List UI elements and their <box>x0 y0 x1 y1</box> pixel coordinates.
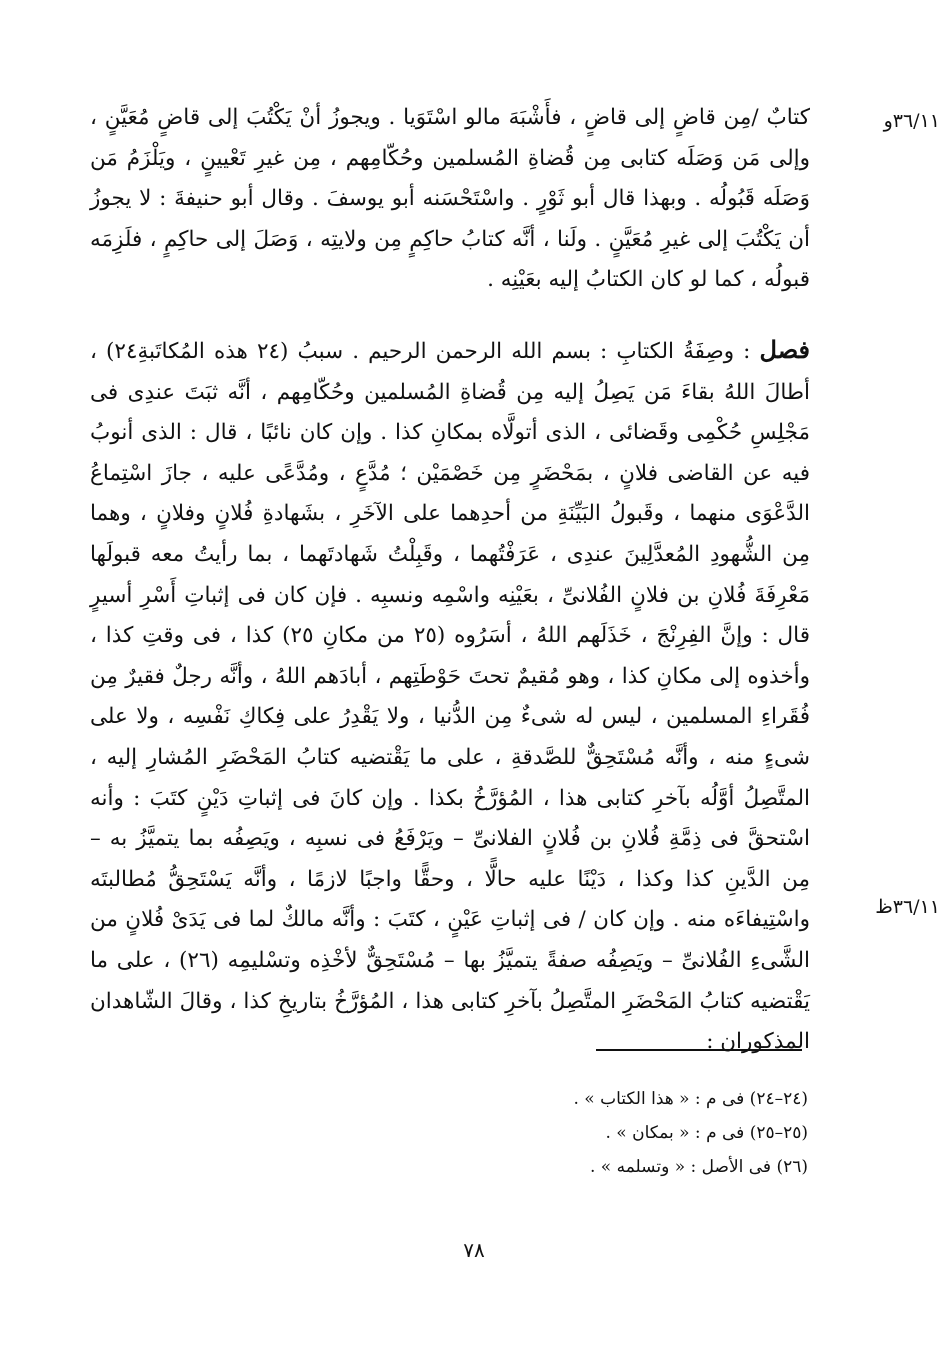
footnote-25: (٢٥–٢٥) فى م : « بمكان » . <box>605 1123 808 1143</box>
footnote-divider <box>596 1049 802 1051</box>
section-heading: فصل <box>759 335 810 364</box>
paragraph-1: كتابٌ /مِن قاضٍ إلى قاضٍ ، فأَشْبَهَ مالو اسْتَوَيا . ويجوزُ أنْ يَكْتُبَ إلى قاضٍ مُعَيَّنٍ ، وإلى مَن وَصَلَه كتابى مِن قُضاةِ المُسلمين وحُكّامِهم ، مِن غيرِ تَعْيينٍ ، ويَلْزَمُ مَن وَصَلَه قَبُولُه . وبهذا قال أبو ثَوْرٍ . واسْتَحْسَنه أبو يوسفَ . وقال أبو حنيفةَ : لا يجوزُ أن يَكْتُبَ إلى غيرِ مُعَيَّنٍ . ولَنا ، أنَّه كتابُ حاكِمٍ مِن ولايتِه ، وَصَلَ إلى حاكِمٍ ، فلَزِمَه قبولُه ، كما لو كان الكتابُ إليه بعَيْنِه . <box>90 105 810 293</box>
footnotes <box>308 1082 808 1184</box>
paragraph-2-body: : وصِفَةُ الكتابِ : بسم الله الرحمن الرحيم . سببُ (٢٤ هذه المُكاتَبةِ٢٤) ، أطالَ اللهُ بقاءَ مَن يَصِلُ إليه مِن قُضاةِ المُسلمين وحُكّامِهم ، أنَّه ثبَتَ عندِى فى مَجْلِسِ حُكْمِى وقَضائى ، الذى أتولَّاه بمكانِ كذا . وإن كان نائبًا ، قال : الذى أنوبُ فيه عن القاضى فلانٍ ، بمَحْضَرٍ مِن خَصْمَيْن ؛ مُدَّعٍ ، ومُدَّعًى عليه ، جازَ اسْتِماعُ الدَّعْوَى منهما ، وقَبولُ البَيِّنَةِ من أحدِهما على الآخَرِ ، بشَهادةِ فُلانٍ وفلانٍ ، وهما مِن الشُّهودِ المُعدَّلِينَ عندِى ، عَرَفْتُهما ، وقَبِلْتُ شَهادتَهما ، بما رأيتُ معه قبولَها مَعْرِفَةَ فُلانِ بن فلانٍ الفُلانىِّ ، بعَيْنِه واسْمِه ونسبِه . فإن كان فى إثباتِ أَسْرِ أسيرٍ قال : وإنَّ الفِرِنْجَ ، خَذَلَهم اللهُ ، أسَرُوه (٢٥ من مكانِ ٢٥) كذا ، فى وقتِ كذا ، وأخذوه إلى مكانِ كذا ، وهو مُقيمٌ تحتَ حَوْطَتِهم ، أبادَهم اللهُ ، وأنَّه رجلٌ فقيرٌ مِن فُقَراءِ المسلمين ، ليس له شىءٌ مِن الدُّنيا ، ولا يَقْدِرُ على فِكاكِ نَفْسِه ، ولا على شىءٍ منه ، وأنَّه مُسْتَحِقٌّ للصَّدقةِ ، على ما يَقْتضيه كتابُ المَحْضَرِ المُشارِ إليه ، المتَّصِلُ أوَّلُه بآخرِ كتابى هذا ، المُؤرَّخُ بكذا . وإن كانَ فى إثباتِ دَيْنٍ كتَبَ : وأنه اسْتحقَّ فى ذِمَّةِ فُلانِ بن فُلانٍ الفلانىِّ – ويَرْفَعُ فى نسبِه ، ويَصِفُه بما يتميَّزُ به – مِن الدَّينِ كذا وكذا ، دَيْنًا عليه حالًّا ، وحقًّا واجبًا لازمًا ، وأنَّه يَسْتَحِقُّ مُطالبتَه واسْتِيفاءَه منه . وإن كان / فى إثباتِ عَيْنٍ ، كتَبَ : وأنَّه مالكٌ لما فى يَدَىْ فُلانٍ من الشَّىءِ الفُلانىِّ – ويَصِفُه صفةً يتميَّزُ بها – مُسْتَحِقٌّ لأخْذِه وتسْليمِه (٢٦) ، على ما يَقْتضيه كتابُ المَحْضَرِ المتَّصِلُ بآخرِ كتابى هذا ، المُؤرَّخُ بتاريخِ كذا ، وقالَ الشّاهدان المذكوران : <box>90 339 811 1055</box>
margin-reference-bottom: ٣٦/١١ظ <box>875 896 940 918</box>
footnote-26: (٢٦) فى الأصل : « وتسلمه » . <box>590 1157 808 1177</box>
paragraph-2 <box>90 330 810 1063</box>
margin-reference-top: ٣٦/١١و <box>883 110 940 132</box>
page-number: ٧٨ <box>463 1238 485 1262</box>
footnote-24: (٢٤–٢٤) فى م : « هذا الكتاب » . <box>573 1089 808 1109</box>
